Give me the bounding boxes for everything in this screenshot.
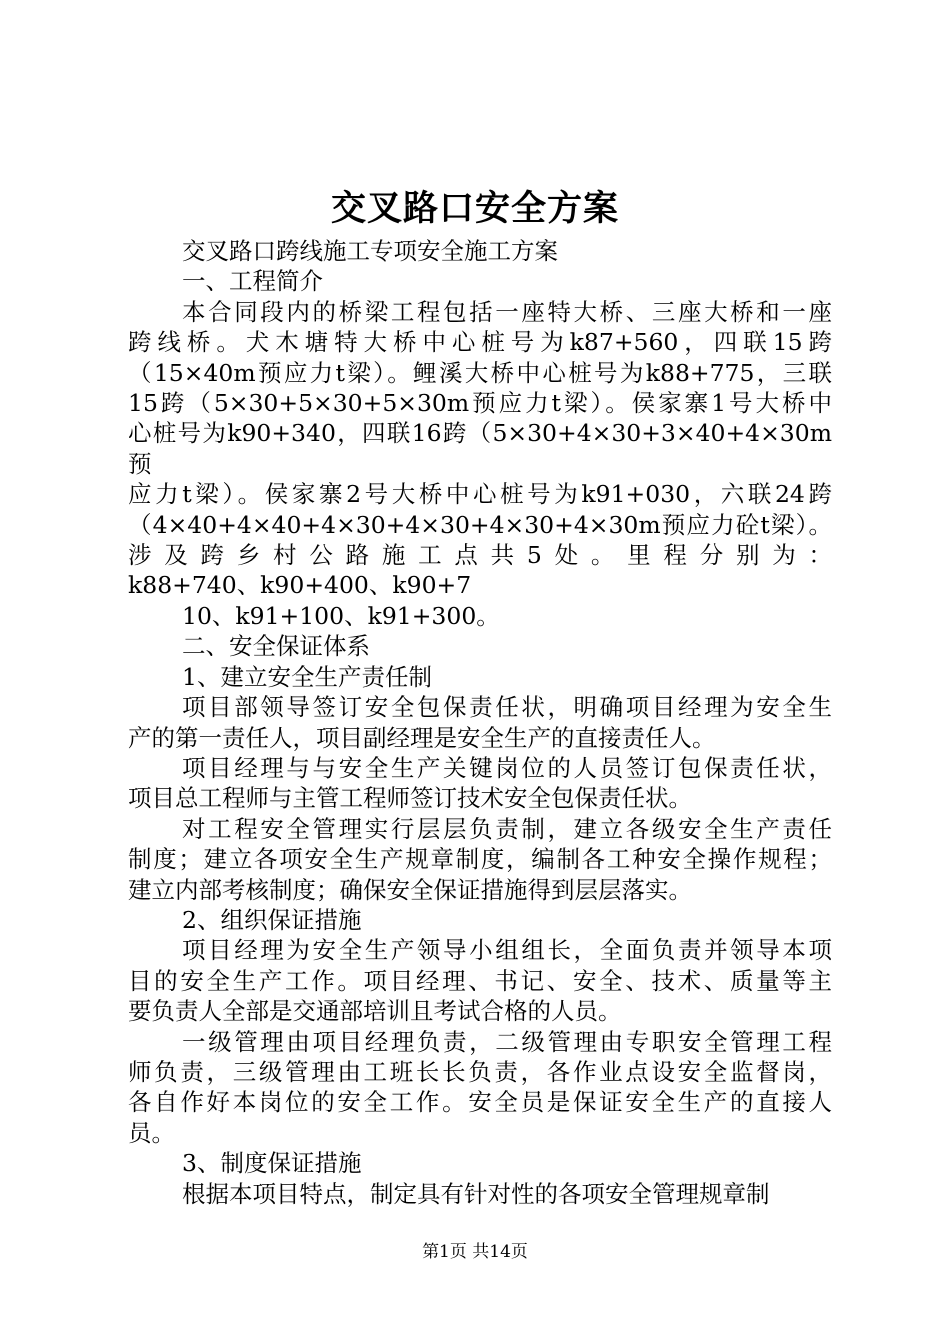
paragraph-line: 应力t梁）。侯家寨2号大桥中心桩号为k91+030，六联24跨 xyxy=(128,480,832,509)
management-paragraph xyxy=(128,814,832,905)
subsection-heading-2: 2、组织保证措施 xyxy=(182,905,362,934)
organization-paragraph xyxy=(128,935,832,1026)
paragraph-line: （4×40+4×40+4×30+4×30+4×30+4×30m预应力砼t梁）。 xyxy=(128,510,832,539)
paragraph-line: 产的第一责任人，项目副经理是安全生产的直接责任人。 xyxy=(128,723,716,752)
paragraph-line: （15×40m预应力t梁）。鲤溪大桥中心桩号为k88+775，三联 xyxy=(128,358,832,387)
paragraph-line: 本合同段内的桥梁工程包括一座特大桥、三座大桥和一座 xyxy=(182,297,832,326)
contract-paragraph xyxy=(128,753,832,814)
paragraph-line: 对工程安全管理实行层层负责制，建立各级安全生产责任 xyxy=(182,814,832,843)
paragraph-line: 要负责人全部是交通部培训且考试合格的人员。 xyxy=(128,997,622,1026)
responsibility-paragraph xyxy=(128,692,832,753)
page-footer: 第1页 共14页 xyxy=(422,1242,528,1262)
paragraph-line: 跨线桥。犬木塘特大桥中心桩号为k87+560，四联15跨 xyxy=(128,328,832,357)
paragraph-line: 项目总工程师与主管工程师签订技术安全包保责任状。 xyxy=(128,784,692,813)
paragraph-line: 项目经理为安全生产领导小组组长，全面负责并领导本项 xyxy=(182,936,832,965)
levels-paragraph xyxy=(128,1027,832,1149)
project-intro-paragraph xyxy=(128,297,832,601)
section-heading-2: 二、安全保证体系 xyxy=(182,632,370,661)
paragraph-line: 员。 xyxy=(128,1118,175,1147)
subtitle-paragraph: 交叉路口跨线施工专项安全施工方案 xyxy=(182,237,558,265)
paragraph-line: 心桩号为k90+340，四联16跨（5×30+4×30+3×40+4×30m预 xyxy=(128,419,832,478)
paragraph-line: 一级管理由项目经理负责，二级管理由专职安全管理工程 xyxy=(182,1027,832,1056)
section-heading-1: 一、工程简介 xyxy=(182,267,323,296)
mileage-continuation: 10、k91+100、k91+300。 xyxy=(182,601,500,630)
paragraph-line: 各自作好本岗位的安全工作。安全员是保证安全生产的直接人 xyxy=(128,1088,832,1117)
document-body xyxy=(128,236,832,1209)
paragraph-line: 目的安全生产工作。项目经理、书记、安全、技术、质量等主 xyxy=(128,966,832,995)
paragraph-line: 涉及跨乡村公路施工点共5处。里程分别为： xyxy=(128,541,832,570)
paragraph-line: k88+740、k90+400、k90+7 xyxy=(128,571,472,600)
document-title: 交叉路口安全方案 xyxy=(330,188,619,229)
paragraph-line: 制度；建立各项安全生产规章制度，编制各工种安全操作规程； xyxy=(128,845,832,874)
subsection-heading-1: 1、建立安全生产责任制 xyxy=(182,662,432,691)
paragraph-line: 项目部领导签订安全包保责任状，明确项目经理为安全生 xyxy=(182,693,832,722)
paragraph-line: 项目经理与与安全生产关键岗位的人员签订包保责任状， xyxy=(182,753,832,782)
subsection-heading-3: 3、制度保证措施 xyxy=(182,1149,362,1178)
paragraph-line: 建立内部考核制度；确保安全保证措施得到层层落实。 xyxy=(128,875,692,904)
paragraph-line: 师负责，三级管理由工班长长负责，各作业点设安全监督岗， xyxy=(128,1057,832,1086)
rules-paragraph: 根据本项目特点，制定具有针对性的各项安全管理规章制 xyxy=(182,1179,770,1208)
paragraph-line: 15跨（5×30+5×30+5×30m预应力t梁）。侯家寨1号大桥中 xyxy=(128,389,832,418)
